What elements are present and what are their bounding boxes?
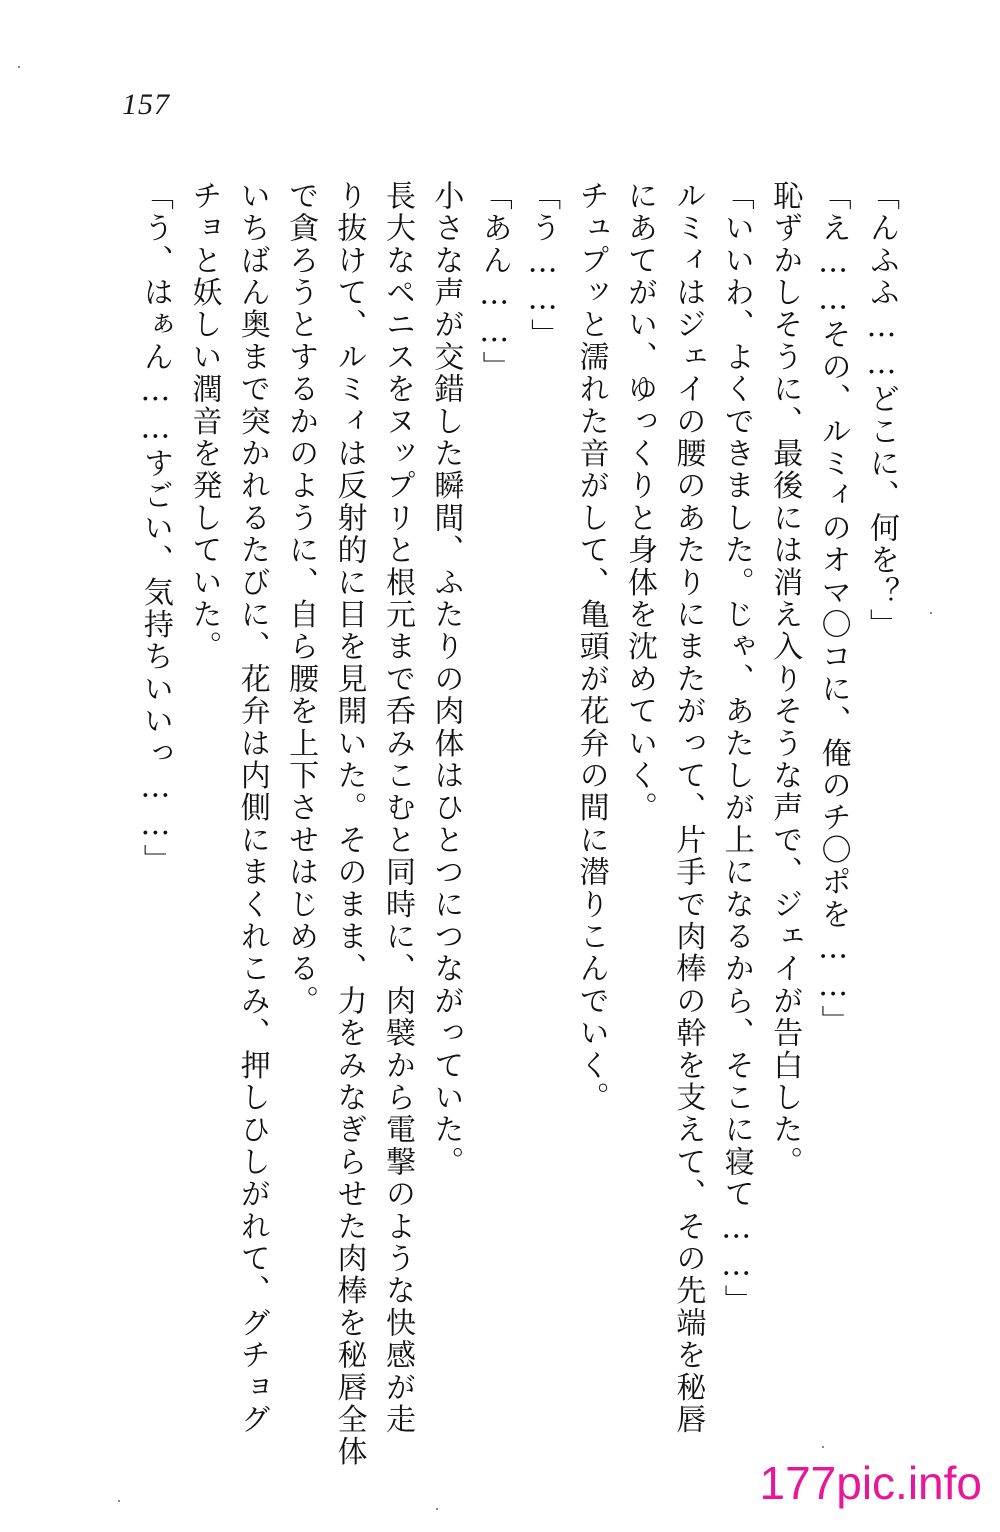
- body-text: [131, 180, 906, 1480]
- text-line: チョと妖しい潤音を発していた。: [186, 180, 222, 663]
- scan-speck: [18, 66, 20, 68]
- page-number: 157: [122, 88, 170, 121]
- scan-speck: [436, 1508, 438, 1510]
- text-line: 小さな声が交錯した瞬間、ふたりの肉体はひとつにつながっていた。: [428, 180, 464, 1179]
- text-line: り抜けて、ルミィは反射的に目を見開いた。そのまま、力をみなぎらせた肉棒を秘唇全体: [331, 180, 367, 1468]
- text-line: 長大なペニスをヌップリと根元まで呑みこむと同時に、肉襞から電撃のような快感が走: [379, 180, 415, 1436]
- scan-speck: [822, 1446, 824, 1448]
- text-line: 恥ずかしそうに、最後には消え入りそうな声で、ジェイが告白した。: [767, 180, 803, 1179]
- site-watermark: 177pic.info: [759, 1457, 982, 1509]
- text-line: 「んふふ……どこに、何を？」: [864, 180, 899, 641]
- text-line: で貪ろうとするかのように、自ら腰を上下させはじめる。: [283, 180, 319, 1018]
- scan-speck: [118, 1500, 120, 1502]
- text-line: ルミィはジェイの腰のあたりにまたがって、片手で肉棒の幹を支えて、その先端を秘唇: [670, 180, 706, 1436]
- text-line: にあてがい、ゆっくりと身体を沈めていく。: [621, 180, 657, 824]
- text-line: 「う、はぁん……すごい、気持ちいいっ……」: [137, 180, 173, 877]
- text-line: いちばん奥まで突かれるたびに、花弁は内側にまくれこみ、押しひしがれて、グチョグ: [234, 180, 270, 1436]
- text-line: 「あん……」: [476, 180, 512, 384]
- text-line: チュプッと濡れた音がして、亀頭が花弁の間に潜りこんでいく。: [573, 180, 609, 1114]
- text-line: 「う……」: [525, 180, 561, 351]
- text-line: 「いいわ、よくできました。じゃ、あたしが上になるから、そこに寝て……」: [718, 180, 754, 1317]
- scan-speck: [930, 612, 932, 614]
- text-line: 「え……その、ルミィのオマ〇コに、俺のチ〇ポを……」: [815, 180, 851, 1038]
